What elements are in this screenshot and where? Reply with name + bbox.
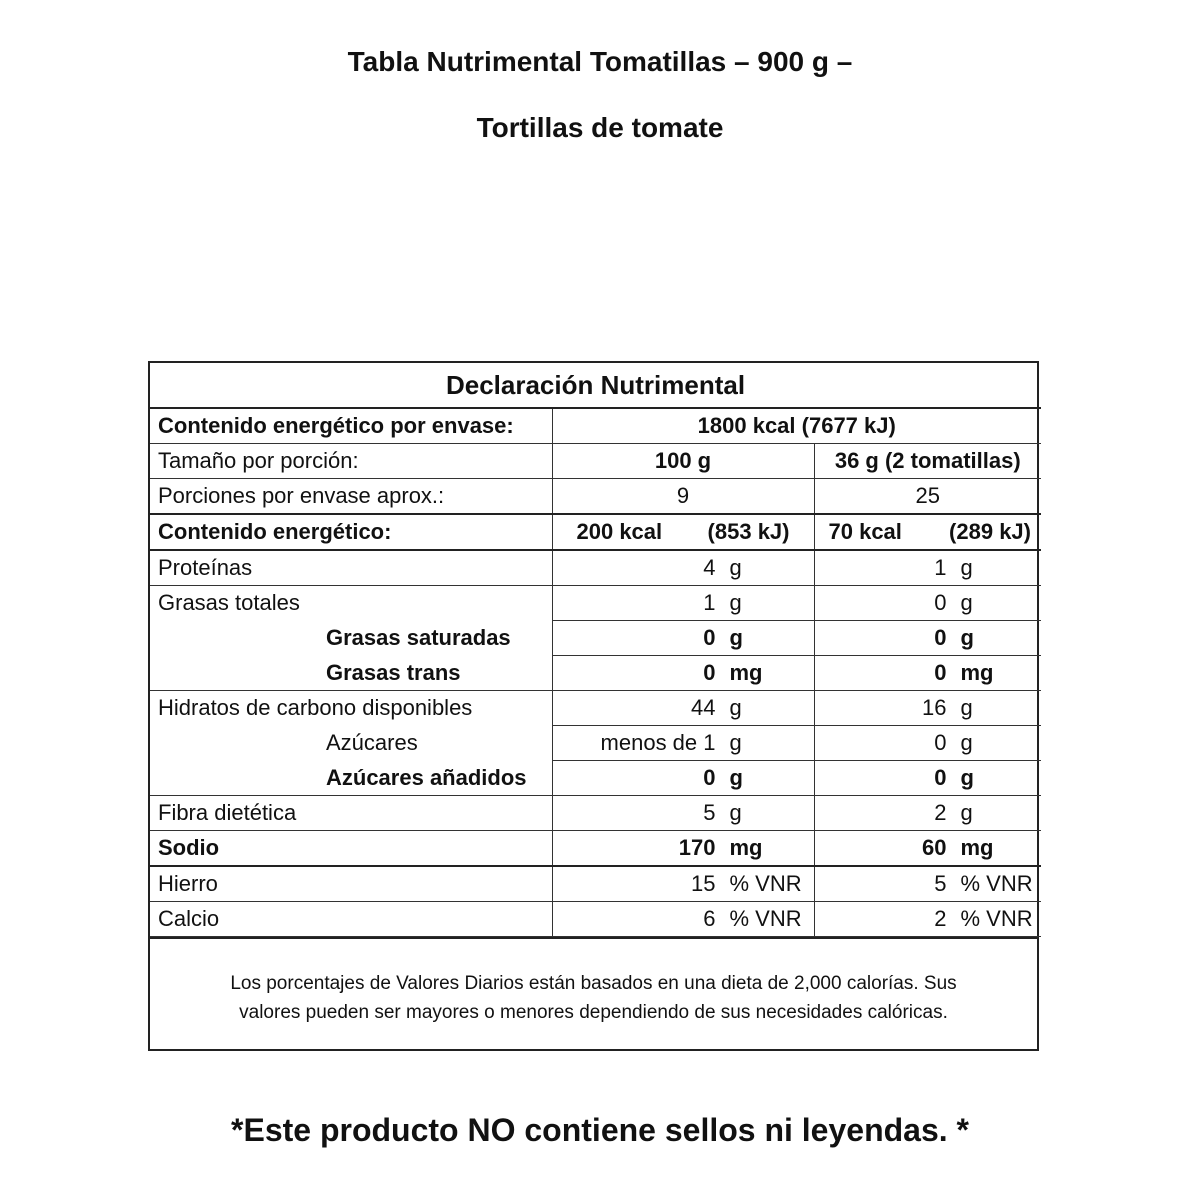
value: 60	[922, 835, 947, 860]
value-col2	[814, 866, 1041, 902]
unit: mg	[729, 660, 763, 685]
value-col1	[552, 550, 814, 586]
nutrient-label: Grasas totales	[150, 586, 552, 621]
value-col1	[552, 656, 814, 691]
value: 5	[703, 800, 716, 825]
table-header: Declaración Nutrimental	[150, 363, 1041, 408]
nutrient-label: Hidratos de carbono disponibles	[150, 691, 552, 726]
nutrient-label: Grasas trans	[150, 656, 552, 691]
energy-pack-label: Contenido energético por envase:	[150, 408, 552, 444]
page-title: Tabla Nutrimental Tomatillas – 900 g –	[347, 46, 853, 77]
unit: g	[729, 555, 742, 580]
value-col1	[552, 621, 814, 656]
table-row	[150, 796, 1041, 831]
energy-col2-kj: (289 kJ)	[949, 519, 1031, 544]
table-row	[150, 761, 1041, 796]
unit: g	[960, 590, 973, 615]
energy-col2	[814, 514, 1041, 550]
value: 4	[703, 555, 716, 580]
table-row	[150, 831, 1041, 867]
value: 0	[934, 730, 947, 755]
nutrient-label: Sodio	[150, 831, 552, 867]
table-row	[150, 444, 1041, 479]
value-col1	[552, 796, 814, 831]
value: 44	[691, 695, 716, 720]
table-row	[150, 726, 1041, 761]
value-col2	[814, 726, 1041, 761]
value: 6	[703, 906, 716, 931]
table-header-row	[150, 363, 1041, 408]
unit: g	[960, 695, 973, 720]
value-col2	[814, 550, 1041, 586]
unit: g	[729, 625, 743, 650]
unit: % VNR	[729, 871, 802, 896]
table-row	[150, 866, 1041, 902]
unit: g	[960, 625, 974, 650]
value-col2	[814, 586, 1041, 621]
nutrient-label: Azúcares añadidos	[150, 761, 552, 796]
table-row	[150, 621, 1041, 656]
energy-label: Contenido energético:	[150, 514, 552, 550]
value: 2	[934, 906, 947, 931]
value: 1	[703, 590, 716, 615]
portion-label: Tamaño por porción:	[150, 444, 552, 479]
value: 5	[934, 871, 947, 896]
table-row	[150, 550, 1041, 586]
servings-label: Porciones por envase aprox.:	[150, 479, 552, 515]
table-row	[150, 408, 1041, 444]
value: 2	[934, 800, 947, 825]
footnote	[150, 937, 1037, 1027]
value-col1	[552, 761, 814, 796]
unit: % VNR	[729, 906, 802, 931]
energy-col1-kcal: 200 kcal	[576, 519, 663, 544]
nutrient-label: Fibra dietética	[150, 796, 552, 831]
value: menos de 1	[600, 730, 716, 755]
value-col1	[552, 691, 814, 726]
unit: g	[960, 730, 973, 755]
value: 170	[678, 835, 716, 860]
value: 0	[703, 625, 716, 650]
page-subtitle: Tortillas de tomate	[476, 112, 724, 143]
table-row	[150, 479, 1041, 515]
nutrient-label: Proteínas	[150, 550, 552, 586]
energy-col1-kj: (853 kJ)	[707, 519, 790, 544]
nutrition-table	[150, 363, 1041, 937]
unit: g	[729, 695, 742, 720]
value-col2	[814, 796, 1041, 831]
value: 0	[934, 625, 947, 650]
value-col2	[814, 902, 1041, 937]
value: 0	[703, 765, 716, 790]
value-col1	[552, 831, 814, 867]
nutrient-label: Azúcares	[150, 726, 552, 761]
energy-pack-value: 1800 kcal (7677 kJ)	[552, 408, 1041, 444]
nutrient-label: Grasas saturadas	[150, 621, 552, 656]
servings-col2: 25	[814, 479, 1041, 515]
footnote-line: Los porcentajes de Valores Diarios están basados en una dieta de 2,000 calorías. Sus	[230, 973, 957, 994]
unit: mg	[960, 660, 994, 685]
servings-col1: 9	[552, 479, 814, 515]
table-row	[150, 902, 1041, 937]
portion-col2: 36 g (2 tomatillas)	[814, 444, 1041, 479]
unit: g	[960, 765, 974, 790]
value: 0	[934, 765, 947, 790]
value: 16	[922, 695, 947, 720]
unit: g	[729, 590, 742, 615]
unit: g	[960, 800, 973, 825]
nutrient-label: Hierro	[150, 866, 552, 902]
value: 0	[703, 660, 716, 685]
nutrient-label: Calcio	[150, 902, 552, 937]
value-col2	[814, 831, 1041, 867]
value-col1	[552, 902, 814, 937]
unit: mg	[729, 835, 763, 860]
value-col2	[814, 691, 1041, 726]
unit: g	[729, 800, 742, 825]
table-row	[150, 514, 1041, 550]
value-col1	[552, 866, 814, 902]
value-col2	[814, 761, 1041, 796]
nutrition-panel	[148, 361, 1039, 1051]
value: 15	[691, 871, 716, 896]
value-col2	[814, 621, 1041, 656]
value-col1	[552, 586, 814, 621]
unit: g	[960, 555, 973, 580]
unit: g	[729, 730, 742, 755]
portion-col1: 100 g	[552, 444, 814, 479]
table-row	[150, 691, 1041, 726]
energy-col2-kcal: 70 kcal	[828, 519, 902, 544]
bottom-note: *Este producto NO contiene sellos ni leyendas. *	[231, 1112, 969, 1148]
table-row	[150, 656, 1041, 691]
value: 0	[934, 660, 947, 685]
unit: g	[729, 765, 743, 790]
value: 0	[934, 590, 947, 615]
value-col1	[552, 726, 814, 761]
unit: % VNR	[960, 871, 1033, 896]
table-row	[150, 586, 1041, 621]
energy-col1	[552, 514, 814, 550]
footnote-line: valores pueden ser mayores o menores dependiendo de sus necesidades calóricas.	[239, 1002, 948, 1023]
value: 1	[934, 555, 947, 580]
value-col2	[814, 656, 1041, 691]
unit: % VNR	[960, 906, 1033, 931]
unit: mg	[960, 835, 994, 860]
